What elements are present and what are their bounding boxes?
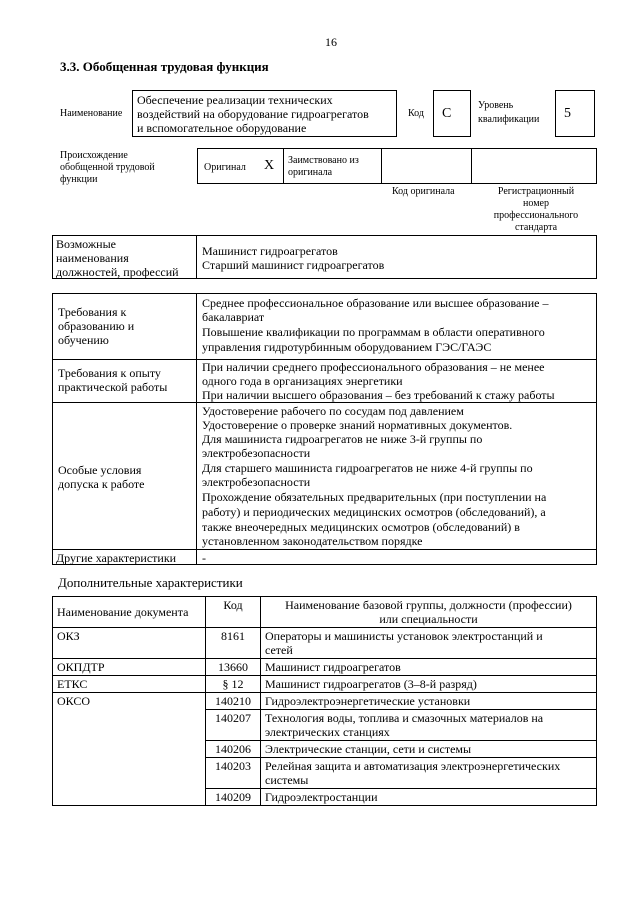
row-name: Электрические станции, сети и системы — [261, 741, 597, 758]
borrowed-label-line: Заимствовано из — [288, 155, 359, 166]
row-name-line: электрических станциях — [265, 725, 390, 739]
header-doc: Наименование документа — [53, 597, 206, 628]
special-line: Прохождение обязательных предварительных (при поступлении на — [202, 490, 547, 504]
row-name: Гидроэлектростанции — [261, 789, 597, 806]
table-row — [53, 659, 597, 676]
positions-label-line: должностей, профессий — [56, 265, 179, 279]
name-value-line: воздействий на оборудование гидроагрегатов — [137, 107, 369, 121]
origin-divider — [283, 148, 284, 184]
positions-label-line: Возможные — [56, 237, 116, 251]
experience-line: При наличии высшего образования – без требований к стажу работы — [202, 388, 555, 402]
row-code: 13660 — [206, 659, 261, 676]
row-code: 8161 — [206, 628, 261, 659]
row-name-line: системы — [265, 773, 309, 787]
row-name-line: Операторы и машинисты установок электростанций и — [265, 629, 543, 643]
section-title: 3.3. Обобщенная трудовая функция — [60, 59, 269, 74]
special-line: Удостоверение рабочего по сосудам под давлением — [202, 404, 464, 418]
education-label-line: обучению — [58, 333, 109, 347]
table-header-row — [53, 597, 597, 628]
experience-label-line: практической работы — [58, 380, 168, 394]
row-name-line: Релейная защита и автоматизация электроэнергетических — [265, 759, 561, 773]
special-label-line: допуска к работе — [58, 477, 145, 491]
row-name: Машинист гидроагрегатов (3–8-й разряд) — [261, 676, 597, 693]
origin-label-line: Происхождение — [60, 150, 128, 161]
original-label: Оригинал — [204, 162, 246, 173]
positions-divider — [196, 235, 197, 279]
origin-divider — [381, 148, 382, 184]
origin-box — [197, 148, 597, 184]
row-name — [261, 710, 597, 741]
row-doc: ОКСО — [53, 693, 206, 806]
code-label: Код — [408, 108, 424, 119]
name-value-box — [132, 90, 397, 137]
page-number: 16 — [325, 35, 337, 49]
education-line: Повышение квалификации по программам в области оперативного — [202, 325, 545, 339]
reg-caption-line: номер — [523, 198, 549, 209]
other-value: - — [202, 551, 206, 565]
requirements-row-divider — [52, 402, 597, 403]
name-label: Наименование — [60, 108, 123, 119]
education-label-line: образованию и — [58, 319, 135, 333]
special-line: работу) и периодических медицинских осмотров (обследований), а — [202, 505, 546, 519]
special-label-line: Особые условия — [58, 463, 142, 477]
row-code: 140206 — [206, 741, 261, 758]
header-name — [261, 597, 597, 628]
positions-label-line: наименования — [56, 251, 129, 265]
original-mark: X — [264, 158, 275, 173]
code-box — [433, 90, 471, 137]
special-line: Удостоверение о проверке знаний нормативных документов. — [202, 418, 513, 432]
row-code: 140209 — [206, 789, 261, 806]
row-name-line: Технология воды, топлива и смазочных материалов на — [265, 711, 544, 725]
table-row — [53, 628, 597, 659]
header-code: Код — [206, 597, 261, 628]
borrowed-label-line: оригинала — [288, 167, 333, 178]
row-code: 140207 — [206, 710, 261, 741]
additional-title: Дополнительные характеристики — [58, 575, 243, 590]
other-label: Другие характеристики — [56, 551, 177, 565]
special-line: электробезопасности — [202, 446, 311, 460]
origin-label-line: обобщенной трудовой — [60, 162, 155, 173]
row-doc: ЕТКС — [53, 676, 206, 693]
education-line: управления гидротурбинным оборудованием ГЭС/ГАЭС — [202, 340, 492, 354]
special-line: также внеочередных медицинских осмотров (обследований) в — [202, 520, 520, 534]
row-name: Машинист гидроагрегатов — [261, 659, 597, 676]
special-line: Для старшего машиниста гидроагрегатов не ниже 4-й группы по — [202, 461, 533, 475]
education-line: бакалавриат — [202, 310, 265, 324]
header-name-line: Наименование базовой группы, должности (профессии) — [285, 598, 572, 612]
experience-line: одного года в организациях энергетики — [202, 374, 403, 388]
level-box — [555, 90, 595, 137]
header-name-line: или специальности — [379, 612, 478, 626]
row-code: 140210 — [206, 693, 261, 710]
reg-caption-line: Регистрационный — [497, 186, 575, 197]
row-doc: ОКЗ — [53, 628, 206, 659]
row-doc: ОКПДТР — [53, 659, 206, 676]
level-value: 5 — [564, 106, 571, 121]
table-row — [53, 693, 597, 710]
name-value-line: и вспомогательное оборудование — [137, 121, 307, 135]
experience-line: При наличии среднего профессионального образования – не менее — [202, 360, 545, 374]
reg-caption-line: стандарта — [514, 222, 558, 233]
row-name — [261, 628, 597, 659]
name-value-line: Обеспечение реализации технических — [137, 93, 333, 107]
requirements-row-divider — [52, 549, 597, 550]
row-name-line: сетей — [265, 643, 293, 657]
position-value: Старший машинист гидроагрегатов — [202, 258, 385, 272]
row-code: § 12 — [206, 676, 261, 693]
special-line: Для машиниста гидроагрегатов не ниже 3-й группы по — [202, 432, 483, 446]
origin-divider — [471, 148, 472, 184]
special-line: установленном законодательством порядке — [202, 534, 423, 548]
row-name: Гидроэлектроэнергетические установки — [261, 693, 597, 710]
row-code: 140203 — [206, 758, 261, 789]
special-line: электробезопасности — [202, 475, 311, 489]
education-label-line: Требования к — [58, 305, 127, 319]
experience-label-line: Требования к опыту — [58, 366, 161, 380]
requirements-divider — [196, 293, 197, 565]
additional-table — [52, 596, 597, 806]
row-name — [261, 758, 597, 789]
position-value: Машинист гидроагрегатов — [202, 244, 338, 258]
code-value: C — [442, 106, 452, 121]
education-line: Среднее профессиональное образование или высшее образование – — [202, 296, 549, 310]
origin-label-line: функции — [60, 174, 98, 185]
reg-caption-line: профессионального — [493, 210, 579, 221]
level-label-line: Уровень — [478, 100, 514, 111]
level-label-line: квалификации — [478, 114, 540, 125]
table-row — [53, 676, 597, 693]
code-original-caption: Код оригинала — [392, 186, 455, 197]
